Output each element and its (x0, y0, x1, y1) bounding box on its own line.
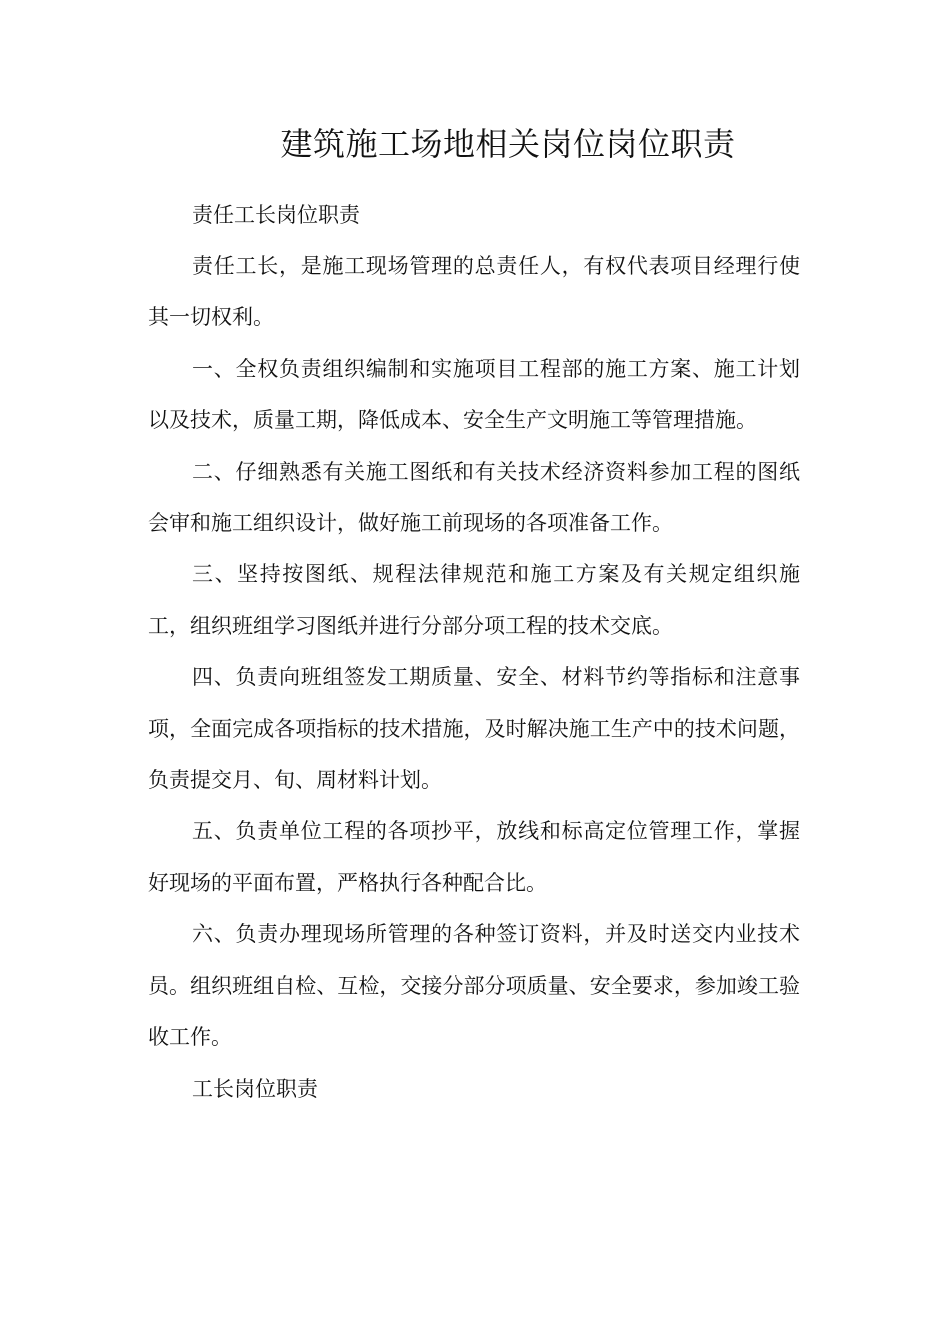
duty-item-5: 五、负责单位工程的各项抄平，放线和标高定位管理工作，掌握好现场的平面布置，严格执行各种配合比。 (148, 819, 800, 895)
document-title: 建筑施工场地相关岗位岗位职责 (280, 125, 736, 163)
duty-item-3: 三、坚持按图纸、规程法律规范和施工方案及有关规定组织施工，组织班组学习图纸并进行分部分项工程的技术交底。 (148, 562, 800, 638)
duty-item-1: 一、全权负责组织编制和实施项目工程部的施工方案、施工计划以及技术，质量工期，降低成本、安全生产文明施工等管理措施。 (148, 356, 800, 433)
section-heading-foreman: 工长岗位职责 (192, 1076, 318, 1101)
intro-paragraph: 责任工长，是施工现场管理的总责任人，有权代表项目经理行使其一切权利。 (148, 254, 800, 330)
duty-item-2: 二、仔细熟悉有关施工图纸和有关技术经济资料参加工程的图纸会审和施工组织设计，做好施工前现场的各项准备工作。 (148, 459, 800, 536)
document-body (148, 190, 800, 1115)
section-heading-responsible-foreman: 责任工长岗位职责 (192, 203, 360, 227)
duty-item-6: 六、负责办理现场所管理的各种签订资料，并及时送交内业技术员。组织班组自检、互检，交接分部分项质量、安全要求，参加竣工验收工作。 (148, 922, 800, 1050)
duty-item-4: 四、负责向班组签发工期质量、安全、材料节约等指标和注意事项，全面完成各项指标的技术措施，及时解决施工生产中的技术问题，负责提交月、旬、周材料计划。 (148, 665, 800, 793)
